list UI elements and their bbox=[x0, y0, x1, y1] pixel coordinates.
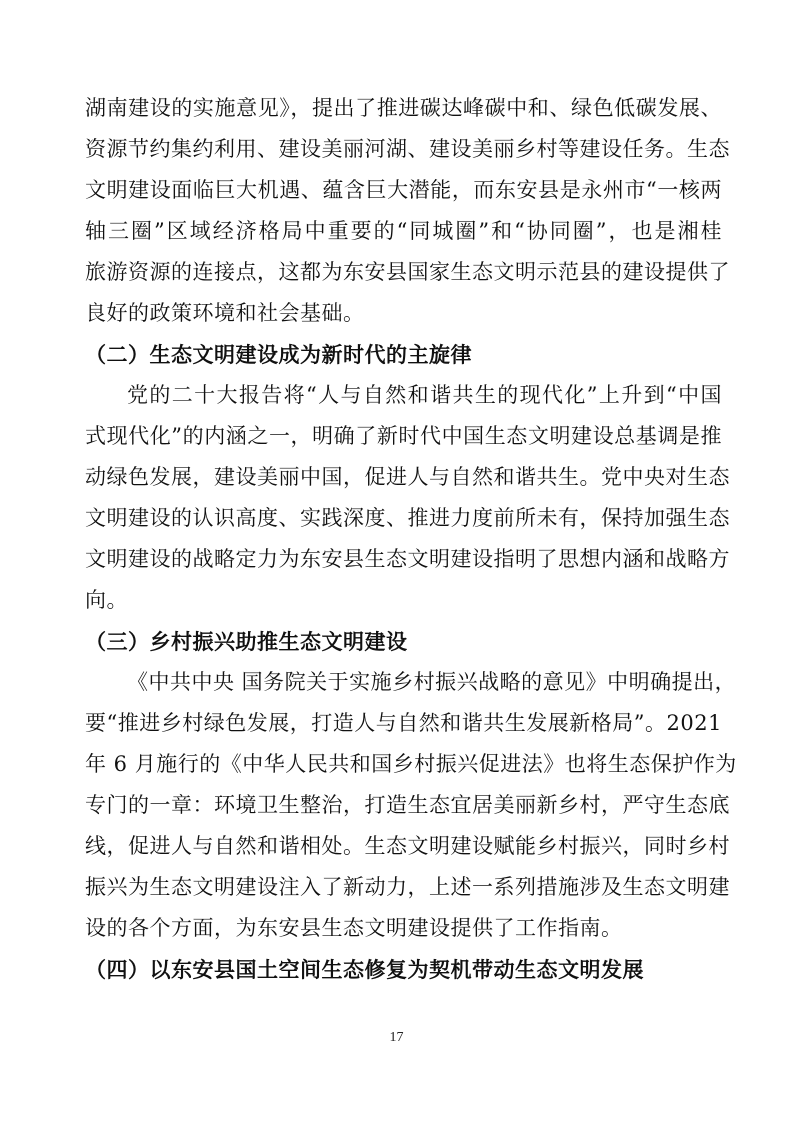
text-line: 动绿色发展，建设美丽中国，促进人与自然和谐共生。党中央对生态 bbox=[85, 465, 730, 489]
text-line: 轴三圈”区域经济格局中重要的“同城圈”和“协同圈”，也是湘桂 bbox=[85, 219, 722, 243]
text-line: 设的各个方面，为东安县生态文明建设提供了工作指南。 bbox=[85, 916, 623, 940]
page-number: 17 bbox=[389, 1030, 404, 1045]
section-heading-4: （四）以东安县国土空间生态修复为契机带动生态文明发展 bbox=[85, 957, 644, 982]
text-line: 文明建设面临巨大机遇、蕴含巨大潜能，而东安县是永州市“一核两 bbox=[85, 178, 722, 202]
text-line: 要“推进乡村绿色发展，打造人与自然和谐共生发展新格局”。2021 bbox=[85, 711, 722, 735]
text-line: 文明建设的认识高度、实践深度、推进力度前所未有，保持加强生态 bbox=[85, 506, 730, 530]
text-line: 向。 bbox=[85, 588, 128, 612]
text-line: 文明建设的战略定力为东安县生态文明建设指明了思想内涵和战略方 bbox=[85, 547, 730, 571]
text-line: 湖南建设的实施意见》，提出了推进碳达峰碳中和、绿色低碳发展、 bbox=[85, 96, 722, 120]
text-line: 专门的一章：环境卫生整治，打造生态宜居美丽新乡村，严守生态底 bbox=[85, 793, 730, 817]
text-line: 资源节约集约利用、建设美丽河湖、建设美丽乡村等建设任务。生态 bbox=[85, 137, 730, 161]
text-line: 年 6 月施行的《中华人民共和国乡村振兴促进法》也将生态保护作为 bbox=[85, 752, 737, 776]
text-line: 《中共中央 国务院关于实施乡村振兴战略的意见》中明确提出， bbox=[127, 670, 737, 694]
text-line: 振兴为生态文明建设注入了新动力，上述一系列措施涉及生态文明建 bbox=[85, 875, 730, 899]
section-heading-3: （三）乡村振兴助推生态文明建设 bbox=[85, 629, 408, 654]
document-body bbox=[85, 88, 737, 990]
text-line: 式现代化”的内涵之一，明确了新时代中国生态文明建设总基调是推 bbox=[85, 424, 722, 448]
text-line: 旅游资源的连接点，这都为东安县国家生态文明示范县的建设提供了 bbox=[85, 260, 730, 284]
text-line: 党的二十大报告将“人与自然和谐共生的现代化”上升到“中国 bbox=[127, 383, 722, 407]
text-line: 良好的政策环境和社会基础。 bbox=[85, 301, 365, 325]
text-line: 线，促进人与自然和谐相处。生态文明建设赋能乡村振兴，同时乡村 bbox=[85, 834, 730, 858]
section-heading-2: （二）生态文明建设成为新时代的主旋律 bbox=[85, 342, 472, 367]
